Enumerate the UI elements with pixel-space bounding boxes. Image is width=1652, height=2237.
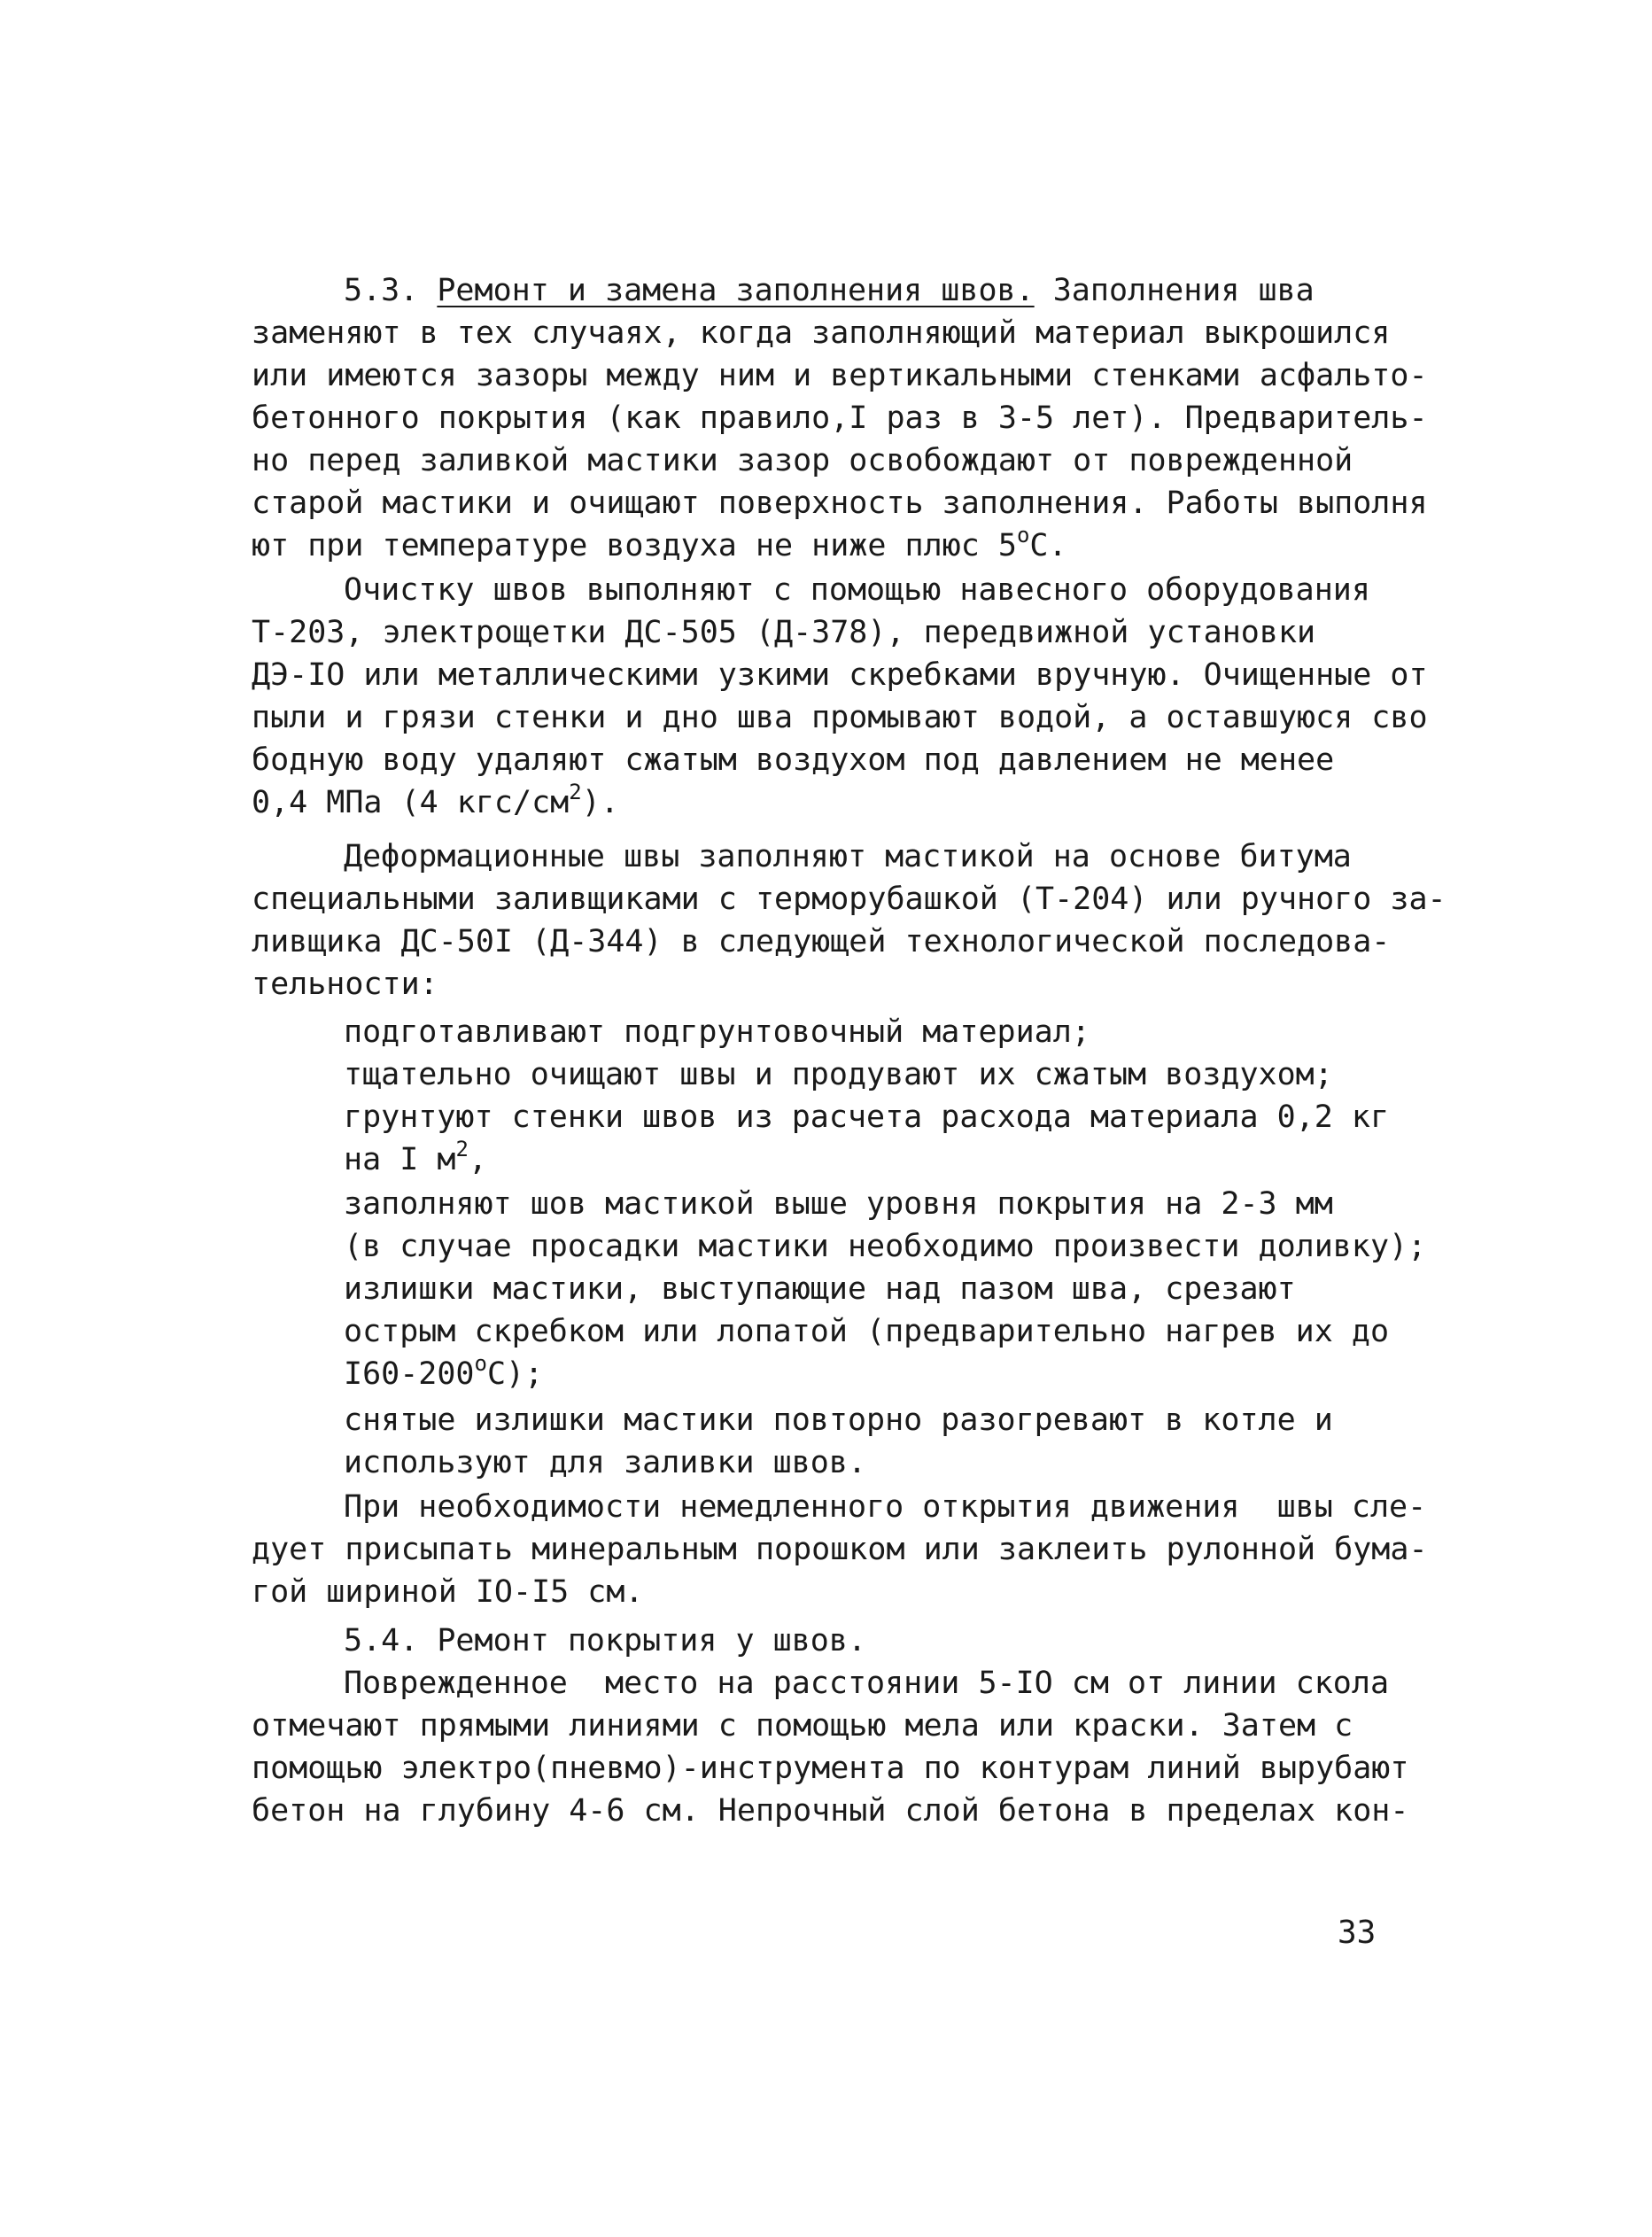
paragraph-line: пыли и грязи стенки и дно шва промывают водой, а оставшуюся сво	[252, 700, 1428, 735]
degree-superscript: о	[474, 1351, 487, 1376]
step-item-continued: на I $м^2$,	[344, 1137, 487, 1177]
squared-superscript: 2	[455, 1137, 469, 1161]
section-heading: Ремонт и замена заполнения швов.	[437, 273, 1035, 308]
step-item: подготавливают подгрунтовочный материал;	[344, 1014, 1090, 1050]
paragraph-line: или имеются зазоры между ним и вертикальными стенками асфальто-	[252, 358, 1428, 393]
squared-superscript: 2	[569, 780, 582, 804]
step-item-continued: $I60-200^оС$);	[344, 1351, 544, 1392]
paragraph-line: ливщика ДС-50I (Д-344) в следующей технологической последова-	[252, 924, 1391, 959]
paragraph-line: специальными заливщиками с терморубашкой (Т-204) или ручного за-	[252, 882, 1446, 917]
paragraph-line: гой шириной IO-I5 см.	[252, 1574, 644, 1610]
paragraph-line: отмечают прямыми линиями с помощью мела или краски. Затем с	[252, 1708, 1353, 1744]
section-number: 5.3.	[344, 273, 438, 308]
degree-superscript: о	[1016, 523, 1030, 548]
section-heading: 5.4. Ремонт покрытия у швов.	[344, 1623, 867, 1658]
step-item-continued: острым скребком или лопатой (предварительно нагрев их до	[344, 1314, 1390, 1349]
paragraph-line: бодную воду удаляют сжатым воздухом под давлением не менее	[252, 742, 1335, 778]
paragraph-text: Заполнения шва	[1034, 273, 1315, 308]
step-item: тщательно очищают швы и продувают их сжатым воздухом;	[344, 1057, 1333, 1092]
paragraph-line: 0,4 МПа (4 кгс/$см^2$).	[252, 780, 619, 820]
paragraph-line: ДЭ-IO или металлическими узкими скребками вручную. Очищенные от	[252, 657, 1428, 693]
paragraph-line: дует присыпать минеральным порошком или заклеить рулонной бума-	[252, 1532, 1428, 1567]
paragraph-line: При необходимости немедленного открытия движения швы сле-	[344, 1489, 1427, 1525]
paragraph-line: тельности:	[252, 967, 438, 1002]
paragraph-line: бетон на глубину 4-6 см. Непрочный слой бетона в пределах кон-	[252, 1793, 1409, 1829]
section-5-3-line-1	[344, 269, 1315, 312]
paragraph-line: Очистку швов выполняют с помощью навесного оборудования	[344, 572, 1370, 608]
paragraph-line: бетонного покрытия (как правило,I раз в 3-5 лет). Предваритель-	[252, 400, 1428, 436]
page-number: 33	[1338, 1915, 1377, 1951]
step-item: грунтуют стенки швов из расчета расхода материала 0,2 кг	[344, 1099, 1390, 1135]
paragraph-line: помощью электро(пневмо)-инструмента по контурам линий вырубают	[252, 1751, 1409, 1786]
paragraph-line: Т-203, электрощетки ДС-505 (Д-378), передвижной установки	[252, 615, 1316, 650]
paragraph-line: Поврежденное место на расстоянии 5-IO см от линии скола	[344, 1666, 1390, 1701]
step-item: снятые излишки мастики повторно разогревают в котле и	[344, 1402, 1333, 1438]
step-item: излишки мастики, выступающие над пазом шва, срезают	[344, 1271, 1296, 1307]
step-item-continued: используют для заливки швов.	[344, 1445, 867, 1480]
step-item-continued: (в случае просадки мастики необходимо произвести доливку);	[344, 1229, 1427, 1264]
paragraph-line: старой мастики и очищают поверхность заполнения. Работы выполня	[252, 485, 1428, 521]
paragraph-line: но перед заливкой мастики зазор освобождают от поврежденной	[252, 443, 1353, 478]
paragraph-line: заменяют в тех случаях, когда заполняющий материал выкрошился	[252, 315, 1391, 351]
paragraph-line: Деформационные швы заполняют мастикой на основе битума	[344, 839, 1352, 874]
paragraph-line: ют при температуре воздуха не ниже плюс $5^оС$.	[252, 523, 1067, 563]
step-item: заполняют шов мастикой выше уровня покрытия на 2-3 мм	[344, 1186, 1333, 1222]
